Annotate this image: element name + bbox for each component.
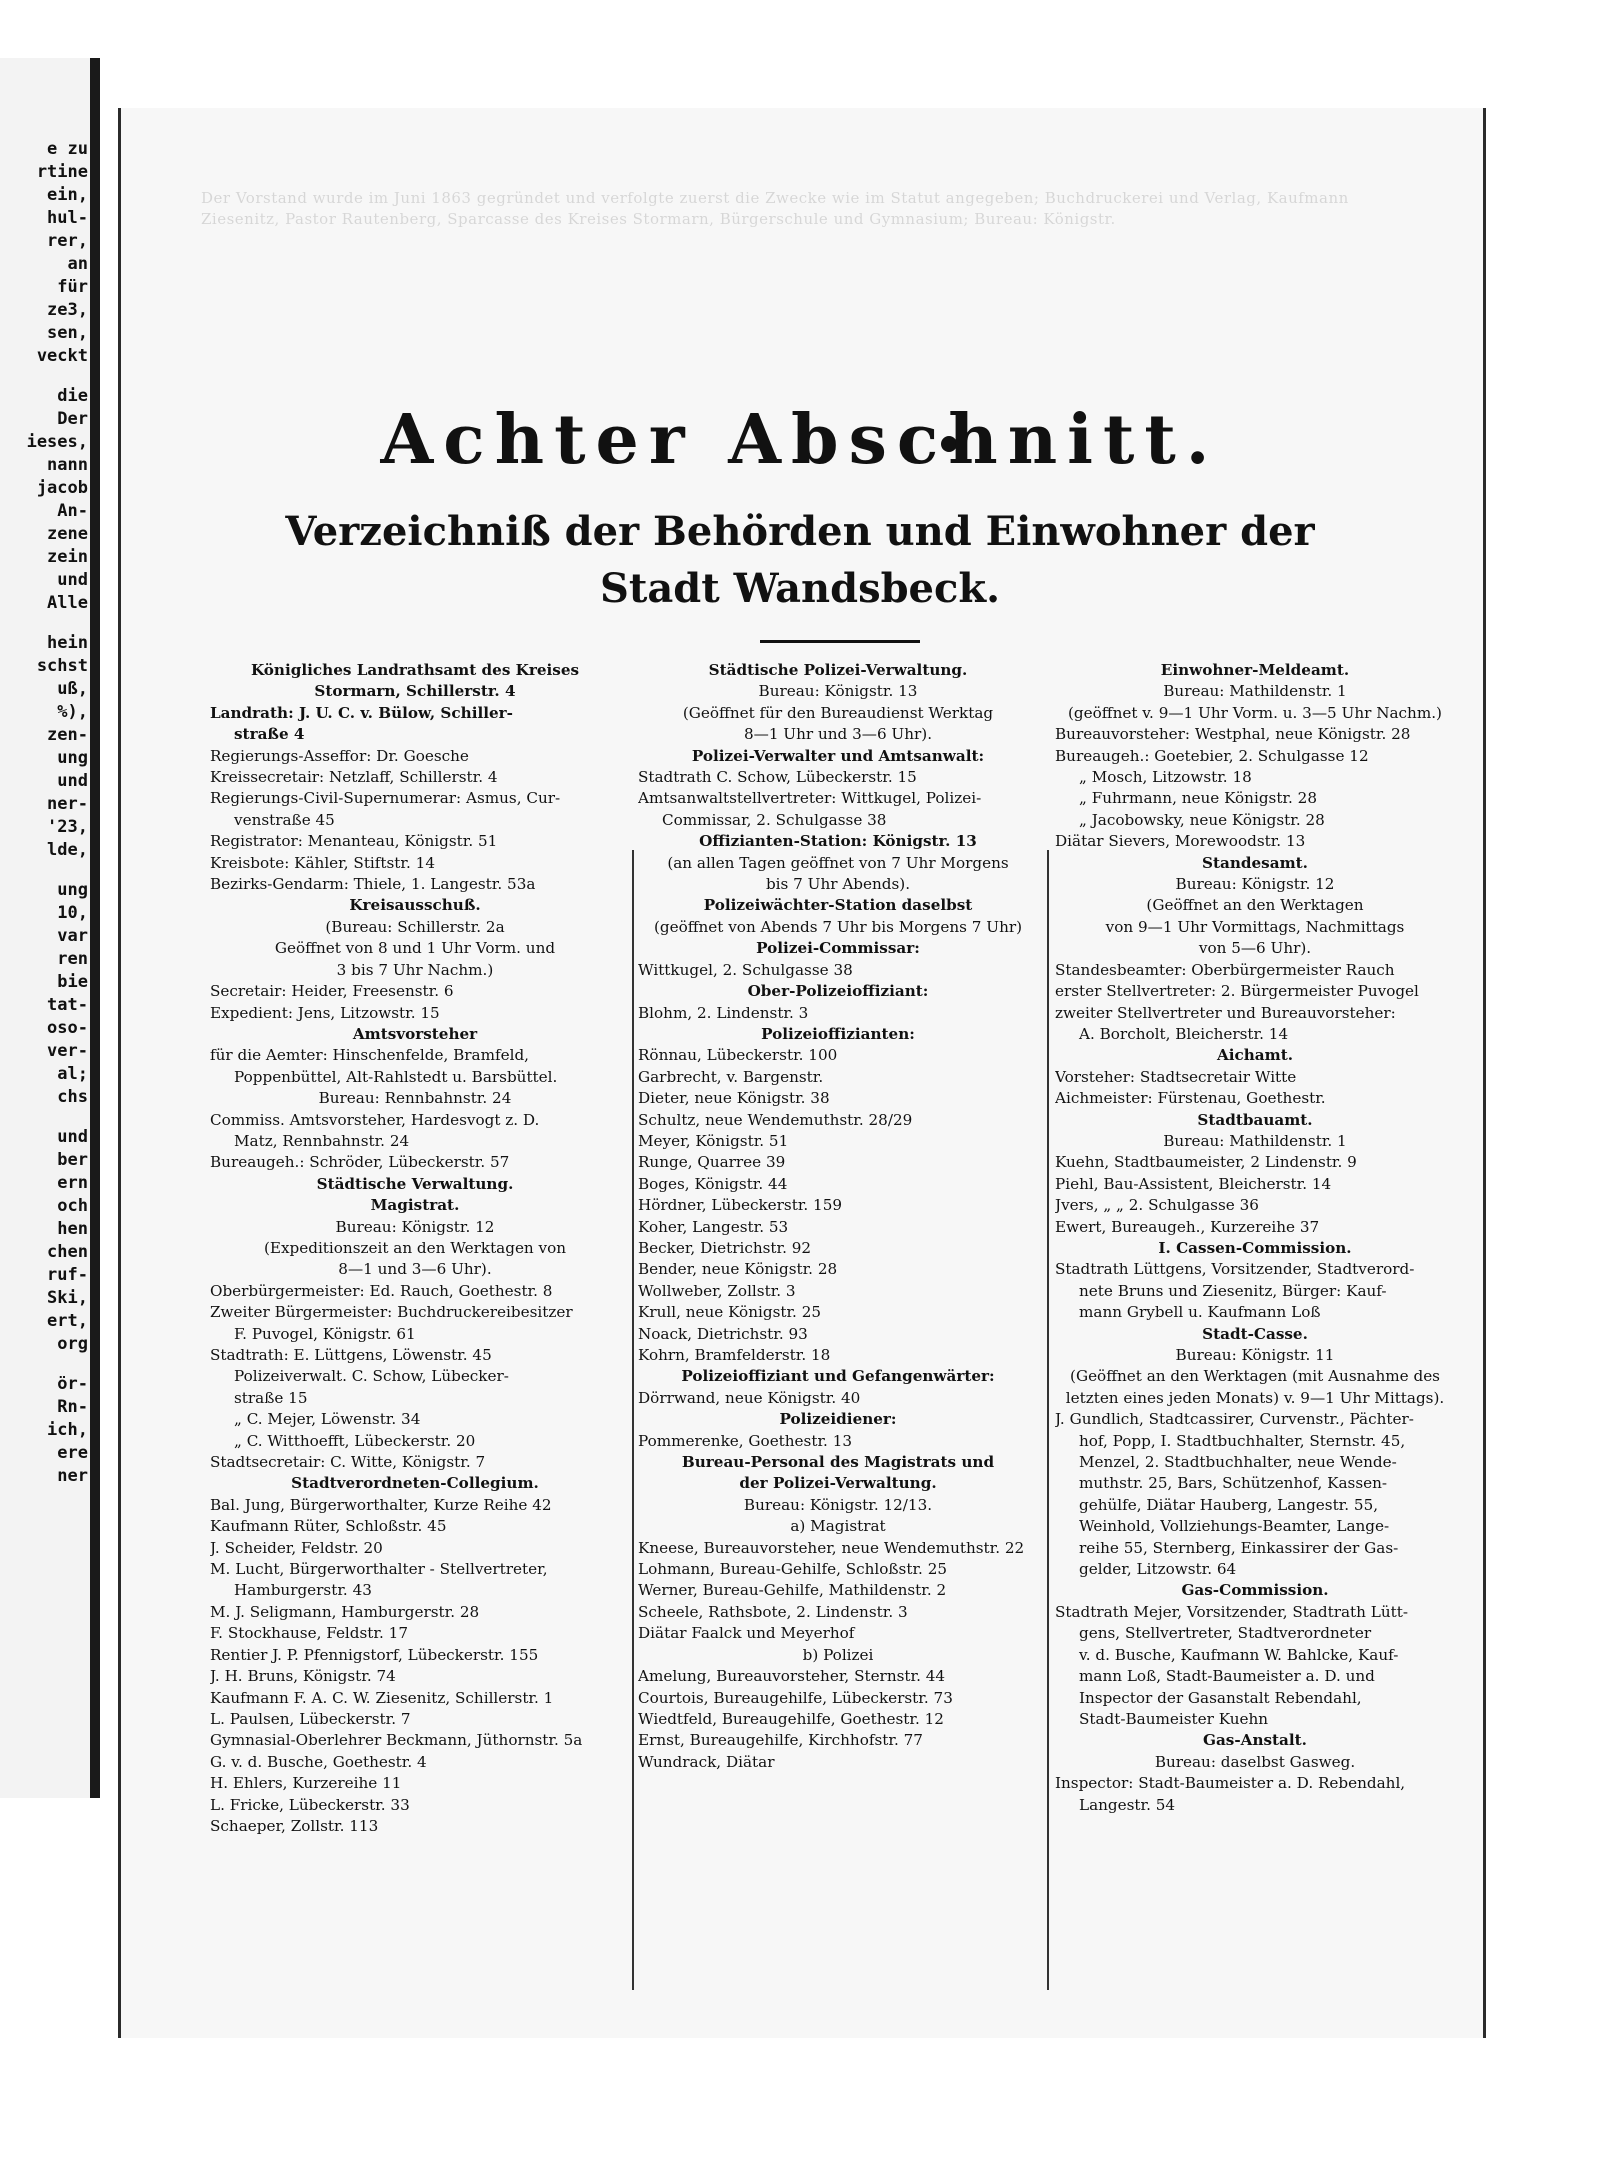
section-heading: I. Cassen-Commission. bbox=[1158, 1238, 1352, 1257]
entry-line: b) Polizei bbox=[802, 1645, 874, 1664]
entry-line: „ Jacobowsky, neue Königstr. 28 bbox=[1079, 810, 1325, 829]
left-page-fragment: e zu bbox=[47, 139, 88, 159]
entry-line: Standesbeamter: Oberbürgermeister Rauch bbox=[1055, 960, 1395, 979]
entry-line: für die Aemter: Hinschenfelde, Bramfeld, bbox=[210, 1046, 529, 1065]
entry-line: Kneese, Bureauvorsteher, neue Wendemuthstr. 22 bbox=[638, 1538, 1025, 1557]
column-rule-2 bbox=[1047, 850, 1049, 1990]
left-page-fragment: ner bbox=[57, 1466, 88, 1486]
entry-line: mann Loß, Stadt-Baumeister a. D. und bbox=[1079, 1667, 1375, 1686]
left-page-fragment: ung bbox=[57, 748, 88, 768]
section-heading: Offizianten-Station: Königstr. 13 bbox=[699, 832, 977, 851]
entry-line: Bureaugeh.: Goetebier, 2. Schulgasse 12 bbox=[1055, 746, 1369, 765]
entry-line: Commissar, 2. Schulgasse 38 bbox=[662, 810, 887, 829]
entry-line: Boges, Königstr. 44 bbox=[638, 1174, 788, 1193]
entry-line: v. d. Busche, Kaufmann W. Bahlcke, Kauf- bbox=[1079, 1645, 1399, 1664]
entry-line: Runge, Quarree 39 bbox=[638, 1153, 786, 1172]
entry-line: Regierungs-Civil-Supernumerar: Asmus, Cur- bbox=[210, 789, 561, 808]
left-page-fragment: ieses, bbox=[26, 432, 88, 452]
section-heading: Polizeioffizianten: bbox=[761, 1024, 915, 1043]
entry-line: Werner, Bureau-Gehilfe, Mathildenstr. 2 bbox=[638, 1581, 947, 1600]
entry-line: M. J. Seligmann, Hamburgerstr. 28 bbox=[210, 1602, 480, 1621]
entry-line: M. Lucht, Bürgerworthalter - Stellvertreter, bbox=[210, 1560, 548, 1579]
entry-line: Langestr. 54 bbox=[1079, 1795, 1176, 1814]
section-heading: Städtische Polizei-Verwaltung. bbox=[708, 661, 968, 679]
left-page-fragment: für bbox=[57, 277, 88, 297]
entry-line: Wundrack, Diätar bbox=[638, 1752, 775, 1771]
entry-line: venstraße 45 bbox=[234, 810, 335, 829]
entry-line: Dörrwand, neue Königstr. 40 bbox=[638, 1388, 861, 1407]
left-page-fragment: bie bbox=[57, 972, 88, 992]
left-page-fragment: zene bbox=[47, 524, 88, 544]
section-heading: Stadtbauamt. bbox=[1197, 1110, 1313, 1129]
entry-line: Bureau: Königstr. 11 bbox=[1175, 1346, 1335, 1364]
title-rule bbox=[760, 640, 920, 643]
entry-line: L. Fricke, Lübeckerstr. 33 bbox=[210, 1795, 410, 1814]
entry-line: Meyer, Königstr. 51 bbox=[638, 1131, 789, 1150]
entry-line: „ C. Witthoefft, Lübeckerstr. 20 bbox=[234, 1431, 476, 1450]
left-page-fragment: nann bbox=[47, 455, 88, 475]
entry-line: F. Puvogel, Königstr. 61 bbox=[234, 1324, 416, 1343]
entry-line: 8—1 und 3—6 Uhr). bbox=[338, 1260, 492, 1279]
entry-line: Kaufmann Rüter, Schloßstr. 45 bbox=[210, 1517, 447, 1536]
entry-line: (Geöffnet an den Werktagen (mit Ausnahme des bbox=[1070, 1367, 1440, 1386]
left-page-fragment: lde, bbox=[47, 840, 88, 860]
entry-line: von 5—6 Uhr). bbox=[1198, 939, 1312, 958]
left-page-fragment: al; bbox=[57, 1064, 88, 1084]
section-heading: Königliches Landrathsamt des Kreises bbox=[250, 661, 580, 679]
entry-line: Stadtsecretair: C. Witte, Königstr. 7 bbox=[210, 1453, 486, 1472]
entry-line: Bureau: Mathildenstr. 1 bbox=[1163, 1131, 1347, 1150]
left-page-fragment: ein, bbox=[47, 185, 88, 205]
entry-line: Rönnau, Lübeckerstr. 100 bbox=[638, 1046, 838, 1065]
section-heading: Gas-Anstalt. bbox=[1203, 1731, 1307, 1750]
entry-line: 3 bis 7 Uhr Nachm.) bbox=[336, 960, 494, 979]
column-2 bbox=[638, 660, 1038, 1773]
left-page-fragment: schst bbox=[36, 656, 88, 676]
entry-line: H. Ehlers, Kurzereihe 11 bbox=[210, 1774, 402, 1793]
left-page-fragment: Rn- bbox=[57, 1397, 88, 1417]
entry-line: Bureau: Königstr. 13 bbox=[758, 682, 918, 701]
left-page-fragment: chs bbox=[57, 1087, 88, 1107]
left-page-fragment: rer, bbox=[47, 231, 88, 251]
entry-line: (Geöffnet für den Bureaudienst Werktag bbox=[682, 703, 994, 722]
entry-line: Inspector der Gasanstalt Rebendahl, bbox=[1079, 1688, 1362, 1707]
bleed-through-text: Der Vorstand wurde im Juni 1863 gegründet und verfolgte zuerst die Zwecke wie im Statut angegeben; Buchdruckerei und Verlag, Kaufmann Ziesenitz, Pastor Rautenberg, Sparcasse des Kreises Stormarn, Bürgerschule und Gymnasium; Bureau: Königstr. bbox=[201, 189, 1349, 228]
entry-line: Bender, neue Königstr. 28 bbox=[638, 1260, 838, 1279]
left-page-fragment: ver- bbox=[47, 1041, 88, 1061]
entry-line: Lohmann, Bureau-Gehilfe, Schloßstr. 25 bbox=[638, 1560, 948, 1579]
entry-line: Hördner, Lübeckerstr. 159 bbox=[638, 1196, 843, 1215]
left-page-fragment: und bbox=[57, 570, 88, 590]
entry-line: Kreissecretair: Netzlaff, Schillerstr. 4 bbox=[210, 768, 498, 787]
entry-line: Krull, neue Königstr. 25 bbox=[638, 1303, 822, 1322]
section-heading: Polizeiwächter-Station daselbst bbox=[703, 896, 973, 915]
entry-line: Polizeiverwalt. C. Schow, Lübecker- bbox=[234, 1367, 509, 1386]
left-page-fragment: '23, bbox=[47, 817, 88, 837]
left-page-fragment: zen- bbox=[47, 725, 88, 745]
left-page-fragment: sen, bbox=[47, 323, 88, 343]
left-page-fragment: ert, bbox=[47, 1311, 88, 1331]
entry-line: Registrator: Menanteau, Königstr. 51 bbox=[210, 832, 498, 851]
section-heading: Stormarn, Schillerstr. 4 bbox=[314, 682, 516, 701]
entry-line: Stadtrath: E. Lüttgens, Löwenstr. 45 bbox=[210, 1346, 492, 1364]
column-rule-1 bbox=[632, 850, 634, 1990]
entry-line: gelder, Litzowstr. 64 bbox=[1079, 1560, 1237, 1579]
entry-line: gens, Stellvertreter, Stadtverordneter bbox=[1079, 1624, 1372, 1643]
section-heading: Gas-Commission. bbox=[1181, 1581, 1329, 1600]
entry-line: (geöffnet von Abends 7 Uhr bis Morgens 7 Uhr) bbox=[653, 917, 1023, 936]
left-page-fragment: die bbox=[57, 386, 88, 406]
entry-line: Bureau: Königstr. 12 bbox=[1175, 875, 1335, 894]
entry-line: Vorsteher: Stadtsecretair Witte bbox=[1055, 1067, 1297, 1086]
left-page-fragment: ere bbox=[57, 1443, 88, 1463]
entry-line: Landrath: J. U. C. v. Bülow, Schiller- bbox=[210, 703, 513, 722]
left-page-fragment: ner- bbox=[47, 794, 88, 814]
entry-line: straße 4 bbox=[234, 725, 305, 744]
left-page-fragment: an bbox=[67, 254, 88, 274]
entry-line: Diätar Faalck und Meyerhof bbox=[638, 1624, 855, 1643]
entry-line: Diätar Sievers, Morewoodstr. 13 bbox=[1055, 832, 1306, 851]
entry-line: Kreisbote: Kähler, Stiftstr. 14 bbox=[210, 853, 435, 872]
entry-line: Pommerenke, Goethestr. 13 bbox=[638, 1431, 853, 1450]
entry-line: Ernst, Bureaugehilfe, Kirchhofstr. 77 bbox=[638, 1731, 923, 1750]
entry-line: Weinhold, Vollziehungs-Beamter, Lange- bbox=[1079, 1517, 1390, 1536]
left-page-fragment: hein bbox=[47, 633, 88, 653]
section-heading: Polizei-Verwalter und Amtsanwalt: bbox=[691, 746, 985, 765]
entry-line: Kaufmann F. A. C. W. Ziesenitz, Schillerstr. 1 bbox=[210, 1688, 554, 1707]
left-page-fragment: ern bbox=[57, 1173, 88, 1193]
entry-line: muthstr. 25, Bars, Schützenhof, Kassen- bbox=[1079, 1474, 1388, 1493]
left-page-fragment: 10, bbox=[57, 903, 88, 923]
section-heading: Ober-Polizeioffiziant: bbox=[747, 982, 929, 1001]
section-heading: Polizeioffiziant und Gefangenwärter: bbox=[681, 1367, 995, 1386]
section-heading: Polizei-Commissar: bbox=[756, 939, 920, 958]
entry-line: Amelung, Bureauvorsteher, Sternstr. 44 bbox=[638, 1667, 946, 1686]
left-page-fragment: var bbox=[57, 926, 88, 946]
entry-line: Bureau: Königstr. 12 bbox=[335, 1217, 495, 1236]
entry-line: Stadtrath C. Schow, Lübeckerstr. 15 bbox=[638, 768, 917, 787]
entry-line: L. Paulsen, Lübeckerstr. 7 bbox=[210, 1709, 411, 1728]
entry-line: „ C. Mejer, Löwenstr. 34 bbox=[234, 1410, 421, 1429]
entry-line: Bureau: Rennbahnstr. 24 bbox=[318, 1089, 512, 1108]
entry-line: Wiedtfeld, Bureaugehilfe, Goethestr. 12 bbox=[638, 1709, 944, 1728]
left-page-fragment: Der bbox=[57, 409, 88, 429]
subtitle-line-2: Stadt Wandsbeck. bbox=[600, 565, 1000, 612]
section-title: Achter Abschnitt. bbox=[380, 400, 1220, 480]
entry-line: zweiter Stellvertreter und Bureauvorsteher: bbox=[1055, 1003, 1396, 1022]
entry-line: Amtsanwaltstellvertreter: Wittkugel, Polizei- bbox=[638, 789, 982, 808]
section-heading: Kreisausschuß. bbox=[349, 896, 481, 915]
left-page-fragment: org bbox=[57, 1334, 88, 1354]
left-page-fragment: ör- bbox=[57, 1374, 88, 1394]
entry-line: Noack, Dietrichstr. 93 bbox=[638, 1324, 808, 1343]
entry-line: Piehl, Bau-Assistent, Bleicherstr. 14 bbox=[1055, 1174, 1332, 1193]
entry-line: Stadt-Baumeister Kuehn bbox=[1079, 1709, 1269, 1728]
entry-line: straße 15 bbox=[234, 1388, 308, 1407]
entry-line: nete Bruns und Ziesenitz, Bürger: Kauf- bbox=[1079, 1281, 1387, 1300]
column-3 bbox=[1055, 660, 1455, 1816]
section-heading: Einwohner-Meldeamt. bbox=[1160, 661, 1350, 679]
section-heading: Amtsvorsteher bbox=[352, 1024, 478, 1043]
entry-line: von 9—1 Uhr Vormittags, Nachmittags bbox=[1105, 917, 1405, 936]
entry-line: Geöffnet von 8 und 1 Uhr Vorm. und bbox=[274, 939, 556, 958]
entry-line: Oberbürgermeister: Ed. Rauch, Goethestr. 8 bbox=[210, 1281, 553, 1300]
entry-line: F. Stockhause, Feldstr. 17 bbox=[210, 1624, 408, 1643]
section-heading: Stadtverordneten-Collegium. bbox=[291, 1474, 539, 1493]
left-page-fragment: tat- bbox=[47, 995, 88, 1015]
entry-line: Courtois, Bureaugehilfe, Lübeckerstr. 73 bbox=[638, 1688, 953, 1707]
entry-line: Ewert, Bureaugeh., Kurzereihe 37 bbox=[1055, 1217, 1320, 1236]
entry-line: Regierungs-Asseffor: Dr. Goesche bbox=[210, 746, 469, 765]
left-page-fragment: ruf- bbox=[47, 1265, 88, 1285]
entry-line: letzten eines jeden Monats) v. 9—1 Uhr Mittags). bbox=[1065, 1388, 1445, 1407]
entry-line: Bezirks-Gendarm: Thiele, 1. Langestr. 53a bbox=[210, 875, 536, 894]
entry-line: Becker, Dietrichstr. 92 bbox=[638, 1238, 812, 1257]
left-page-fragment: Alle bbox=[47, 593, 88, 613]
entry-line: J. Gundlich, Stadtcassirer, Curvenstr., Pächter- bbox=[1055, 1410, 1414, 1429]
entry-line: Scheele, Rathsbote, 2. Lindenstr. 3 bbox=[638, 1602, 908, 1621]
entry-line: Schaeper, Zollstr. 113 bbox=[210, 1816, 379, 1835]
left-page-fragment: hen bbox=[57, 1219, 88, 1239]
left-page-fragment: ich, bbox=[47, 1420, 88, 1440]
entry-line: gehülfe, Diätar Hauberg, Langestr. 55, bbox=[1079, 1495, 1379, 1514]
left-page-fragment: ung bbox=[57, 880, 88, 900]
entry-line: Wittkugel, 2. Schulgasse 38 bbox=[638, 960, 853, 979]
section-heading: Bureau-Personal des Magistrats und bbox=[681, 1453, 995, 1472]
entry-line: a) Magistrat bbox=[790, 1517, 886, 1536]
entry-line: Dieter, neue Königstr. 38 bbox=[638, 1089, 830, 1108]
entry-line: Kuehn, Stadtbaumeister, 2 Lindenstr. 9 bbox=[1055, 1153, 1357, 1172]
entry-line: Inspector: Stadt-Baumeister a. D. Rebendahl, bbox=[1055, 1774, 1406, 1793]
section-heading: Stadt-Casse. bbox=[1202, 1324, 1308, 1343]
entry-line: Matz, Rennbahnstr. 24 bbox=[234, 1131, 410, 1150]
entry-line: Zweiter Bürgermeister: Buchdruckereibesitzer bbox=[210, 1303, 573, 1322]
entry-line: G. v. d. Busche, Goethestr. 4 bbox=[210, 1752, 427, 1771]
entry-line: Bureau: daselbst Gasweg. bbox=[1154, 1752, 1356, 1771]
left-page-fragment: ren bbox=[57, 949, 88, 969]
left-page-fragment: rtine bbox=[36, 162, 88, 182]
entry-line: Stadtrath Mejer, Vorsitzender, Stadtrath Lütt- bbox=[1055, 1602, 1408, 1621]
subtitle-line-1: Verzeichniß der Behörden und Einwohner der bbox=[285, 508, 1315, 555]
entry-line: Bureauvorsteher: Westphal, neue Königstr. 28 bbox=[1055, 725, 1411, 744]
entry-line: (Bureau: Schillerstr. 2a bbox=[325, 917, 505, 936]
entry-line: A. Borcholt, Bleicherstr. 14 bbox=[1079, 1024, 1289, 1043]
left-page-fragment: zein bbox=[47, 547, 88, 567]
left-page-fragment: hul- bbox=[47, 208, 88, 228]
section-heading: Standesamt. bbox=[1202, 853, 1308, 872]
entry-line: J. Scheider, Feldstr. 20 bbox=[210, 1538, 383, 1557]
entry-line: Garbrecht, v. Bargenstr. bbox=[638, 1067, 824, 1086]
left-page-fragment: und bbox=[57, 771, 88, 791]
entry-line: (an allen Tagen geöffnet von 7 Uhr Morgens bbox=[667, 853, 1009, 872]
left-page-fragment: und bbox=[57, 1127, 88, 1147]
entry-line: Bal. Jung, Bürgerworthalter, Kurze Reihe 42 bbox=[210, 1495, 552, 1514]
entry-line: Jvers, „ „ 2. Schulgasse 36 bbox=[1055, 1196, 1259, 1215]
entry-line: reihe 55, Sternberg, Einkassirer der Gas- bbox=[1079, 1538, 1399, 1557]
entry-line: Blohm, 2. Lindenstr. 3 bbox=[638, 1003, 809, 1022]
entry-line: Schultz, neue Wendemuthstr. 28/29 bbox=[638, 1110, 913, 1129]
entry-line: Bureaugeh.: Schröder, Lübeckerstr. 57 bbox=[210, 1153, 510, 1172]
entry-line: Rentier J. P. Pfennigstorf, Lübeckerstr. 155 bbox=[210, 1645, 539, 1664]
entry-line: bis 7 Uhr Abends). bbox=[765, 875, 911, 894]
entry-line: Hamburgerstr. 43 bbox=[234, 1581, 372, 1600]
entry-line: (Expeditionszeit an den Werktagen von bbox=[263, 1238, 567, 1257]
entry-line: hof, Popp, I. Stadtbuchhalter, Sternstr. 45, bbox=[1079, 1431, 1406, 1450]
left-page-edge bbox=[0, 58, 100, 1798]
left-page-fragment: uß, bbox=[57, 679, 88, 699]
entry-line: Gymnasial-Oberlehrer Beckmann, Jüthornstr. 5a bbox=[210, 1731, 583, 1750]
column-1 bbox=[210, 660, 620, 1837]
entry-line: Secretair: Heider, Freesenstr. 6 bbox=[210, 982, 454, 1001]
entry-line: mann Grybell u. Kaufmann Loß bbox=[1079, 1303, 1321, 1322]
entry-line: J. H. Bruns, Königstr. 74 bbox=[210, 1667, 396, 1686]
entry-line: Expedient: Jens, Litzowstr. 15 bbox=[210, 1003, 440, 1022]
entry-line: erster Stellvertreter: 2. Bürgermeister Puvogel bbox=[1055, 982, 1419, 1001]
entry-line: Bureau: Mathildenstr. 1 bbox=[1163, 682, 1347, 701]
left-page-fragment: jacob bbox=[36, 478, 88, 498]
entry-line: Aichmeister: Fürstenau, Goethestr. bbox=[1055, 1089, 1326, 1108]
page-spine bbox=[90, 58, 100, 1798]
entry-line: Commiss. Amtsvorsteher, Hardesvogt z. D. bbox=[210, 1110, 540, 1129]
section-heading: Aichamt. bbox=[1216, 1046, 1294, 1065]
entry-line: Kohrn, Bramfelderstr. 18 bbox=[638, 1346, 831, 1364]
section-heading: Polizeidiener: bbox=[779, 1410, 897, 1429]
entry-line: „ Fuhrmann, neue Königstr. 28 bbox=[1079, 789, 1318, 808]
entry-line: Bureau: Königstr. 12/13. bbox=[743, 1495, 933, 1514]
left-page-fragment: oso- bbox=[47, 1018, 88, 1038]
section-heading: Magistrat. bbox=[370, 1196, 460, 1215]
section-heading: Städtische Verwaltung. bbox=[316, 1174, 514, 1193]
entry-line: 8—1 Uhr und 3—6 Uhr). bbox=[743, 725, 933, 744]
left-page-fragment: Ski, bbox=[47, 1288, 88, 1308]
entry-line: Wollweber, Zollstr. 3 bbox=[638, 1281, 796, 1300]
left-page-fragment: veckt bbox=[36, 346, 88, 366]
left-page-fragment: ze3, bbox=[47, 300, 88, 320]
entry-line: (Geöffnet an den Werktagen bbox=[1146, 896, 1364, 915]
entry-line: Koher, Langestr. 53 bbox=[638, 1217, 789, 1236]
left-page-fragment: ber bbox=[57, 1150, 88, 1170]
left-page-fragment: An- bbox=[57, 501, 88, 521]
left-page-fragment: %), bbox=[57, 702, 88, 722]
entry-line: Stadtrath Lüttgens, Vorsitzender, Stadtverord- bbox=[1055, 1260, 1415, 1279]
entry-line: Poppenbüttel, Alt-Rahlstedt u. Barsbüttel. bbox=[234, 1067, 558, 1086]
entry-line: (geöffnet v. 9—1 Uhr Vorm. u. 3—5 Uhr Nachm.) bbox=[1068, 703, 1442, 722]
left-page-fragment: och bbox=[57, 1196, 88, 1216]
entry-line: „ Mosch, Litzowstr. 18 bbox=[1079, 768, 1252, 787]
entry-line: Menzel, 2. Stadtbuchhalter, neue Wende- bbox=[1079, 1453, 1397, 1472]
section-heading: der Polizei-Verwaltung. bbox=[739, 1474, 937, 1493]
left-page-fragment: chen bbox=[47, 1242, 88, 1262]
